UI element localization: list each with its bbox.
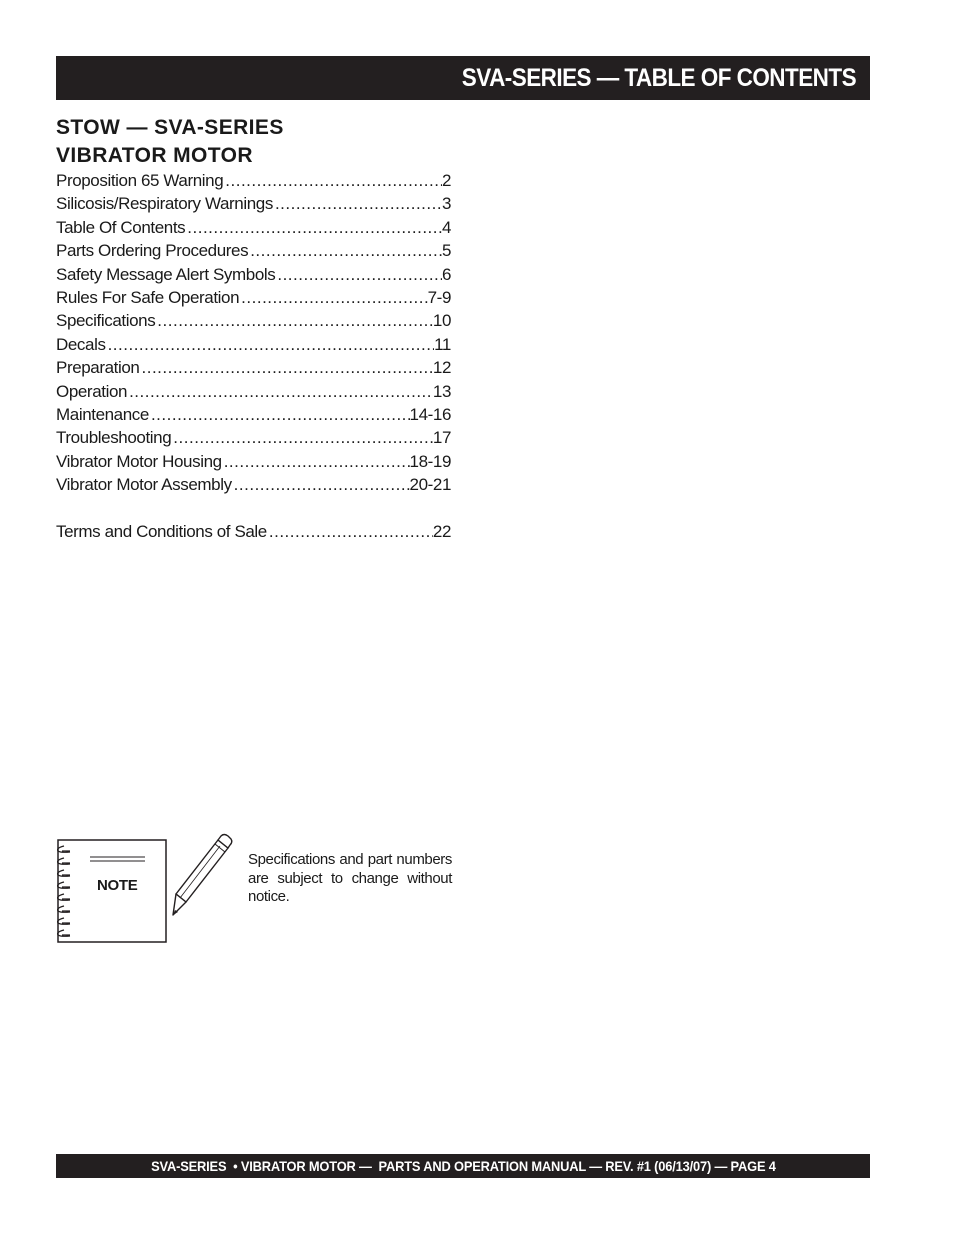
note-text: Specifications and part numbers are subject to change without notice.	[248, 851, 452, 905]
toc-entry-page: 7-9	[427, 287, 451, 307]
toc-entry[interactable]	[56, 522, 451, 545]
toc-entry[interactable]	[56, 475, 451, 498]
toc-entry-title: Rules For Safe Operation	[56, 287, 240, 307]
toc-dot-leader	[149, 405, 410, 425]
toc-entry[interactable]	[56, 382, 451, 405]
toc-entry-title: Silicosis/Respiratory Warnings	[56, 194, 273, 214]
toc-entry-title: Table Of Contents	[56, 217, 186, 237]
toc-entry[interactable]	[56, 311, 451, 334]
toc-entry[interactable]	[56, 335, 451, 358]
toc-entry-page: 11	[434, 334, 451, 354]
toc-dot-leader	[106, 335, 435, 355]
section-heading-line2: VIBRATOR MOTOR	[56, 144, 253, 167]
footer-bar	[56, 1154, 870, 1178]
pencil-icon	[168, 832, 234, 922]
note-figure	[50, 832, 240, 947]
toc-entry-title: Troubleshooting	[56, 428, 172, 448]
toc-dot-leader	[155, 311, 433, 331]
toc-dot-leader	[275, 265, 442, 285]
toc-entry[interactable]	[56, 194, 451, 217]
toc-entry-title: Terms and Conditions of Sale	[56, 521, 267, 541]
section-heading-line1: STOW — SVA-SERIES	[56, 116, 284, 139]
page-title: SVA-SERIES — TABLE OF CONTENTS	[461, 63, 856, 92]
toc-entry[interactable]	[56, 428, 451, 451]
toc-dot-leader	[223, 171, 442, 191]
toc-entry-page: 3	[441, 194, 451, 214]
toc-entry-title: Parts Ordering Procedures	[56, 241, 249, 261]
toc-entry-page: 5	[441, 241, 451, 261]
table-of-contents	[56, 171, 451, 545]
toc-entry[interactable]	[56, 358, 451, 381]
toc-dot-leader	[232, 475, 410, 495]
toc-entry-title: Preparation	[56, 358, 140, 378]
toc-entry-page: 6	[441, 264, 451, 284]
toc-entry-title: Decals	[56, 334, 106, 354]
toc-entry-page: 14-16	[409, 404, 451, 424]
toc-entry-title: Proposition 65 Warning	[56, 171, 224, 190]
section-heading	[56, 114, 456, 170]
toc-dot-leader	[185, 218, 442, 238]
toc-entry-page: 10	[432, 311, 451, 331]
toc-entry-title: Safety Message Alert Symbols	[56, 264, 276, 284]
toc-entry[interactable]	[56, 405, 451, 428]
toc-entry-page: 18-19	[409, 451, 451, 471]
footer-text: SVA-SERIES • VIBRATOR MOTOR — PARTS AND OPERATION MANUAL — REV. #1 (06/13/07) — PAGE 4	[150, 1158, 776, 1174]
toc-entry-title: Vibrator Motor Housing	[56, 451, 222, 471]
header-bar	[56, 56, 870, 100]
toc-entry-page: 13	[432, 381, 451, 401]
toc-dot-leader	[222, 452, 410, 472]
toc-entry-page: 22	[432, 521, 451, 541]
toc-entry-title: Vibrator Motor Assembly	[56, 475, 232, 495]
toc-dot-leader	[171, 428, 433, 448]
toc-entry-page: 2	[441, 171, 451, 190]
toc-entry-title: Maintenance	[56, 404, 149, 424]
toc-dot-leader	[267, 522, 433, 542]
toc-dot-leader	[239, 288, 427, 308]
toc-entry-page: 12	[432, 358, 451, 378]
toc-entry-title: Specifications	[56, 311, 156, 331]
toc-entry[interactable]	[56, 171, 451, 194]
note-label: NOTE	[97, 877, 138, 894]
toc-entry[interactable]	[56, 265, 451, 288]
toc-dot-leader	[273, 194, 442, 214]
toc-dot-leader	[127, 382, 433, 402]
toc-entry[interactable]	[56, 241, 451, 264]
toc-entry[interactable]	[56, 218, 451, 241]
toc-entry[interactable]	[56, 452, 451, 475]
toc-entry[interactable]	[56, 288, 451, 311]
toc-dot-leader	[248, 241, 442, 261]
toc-dot-leader	[140, 358, 433, 378]
toc-entry-page: 20-21	[409, 475, 451, 495]
toc-entry-page: 17	[432, 428, 451, 448]
toc-entry-title: Operation	[56, 381, 128, 401]
toc-entry-page: 4	[441, 217, 451, 237]
